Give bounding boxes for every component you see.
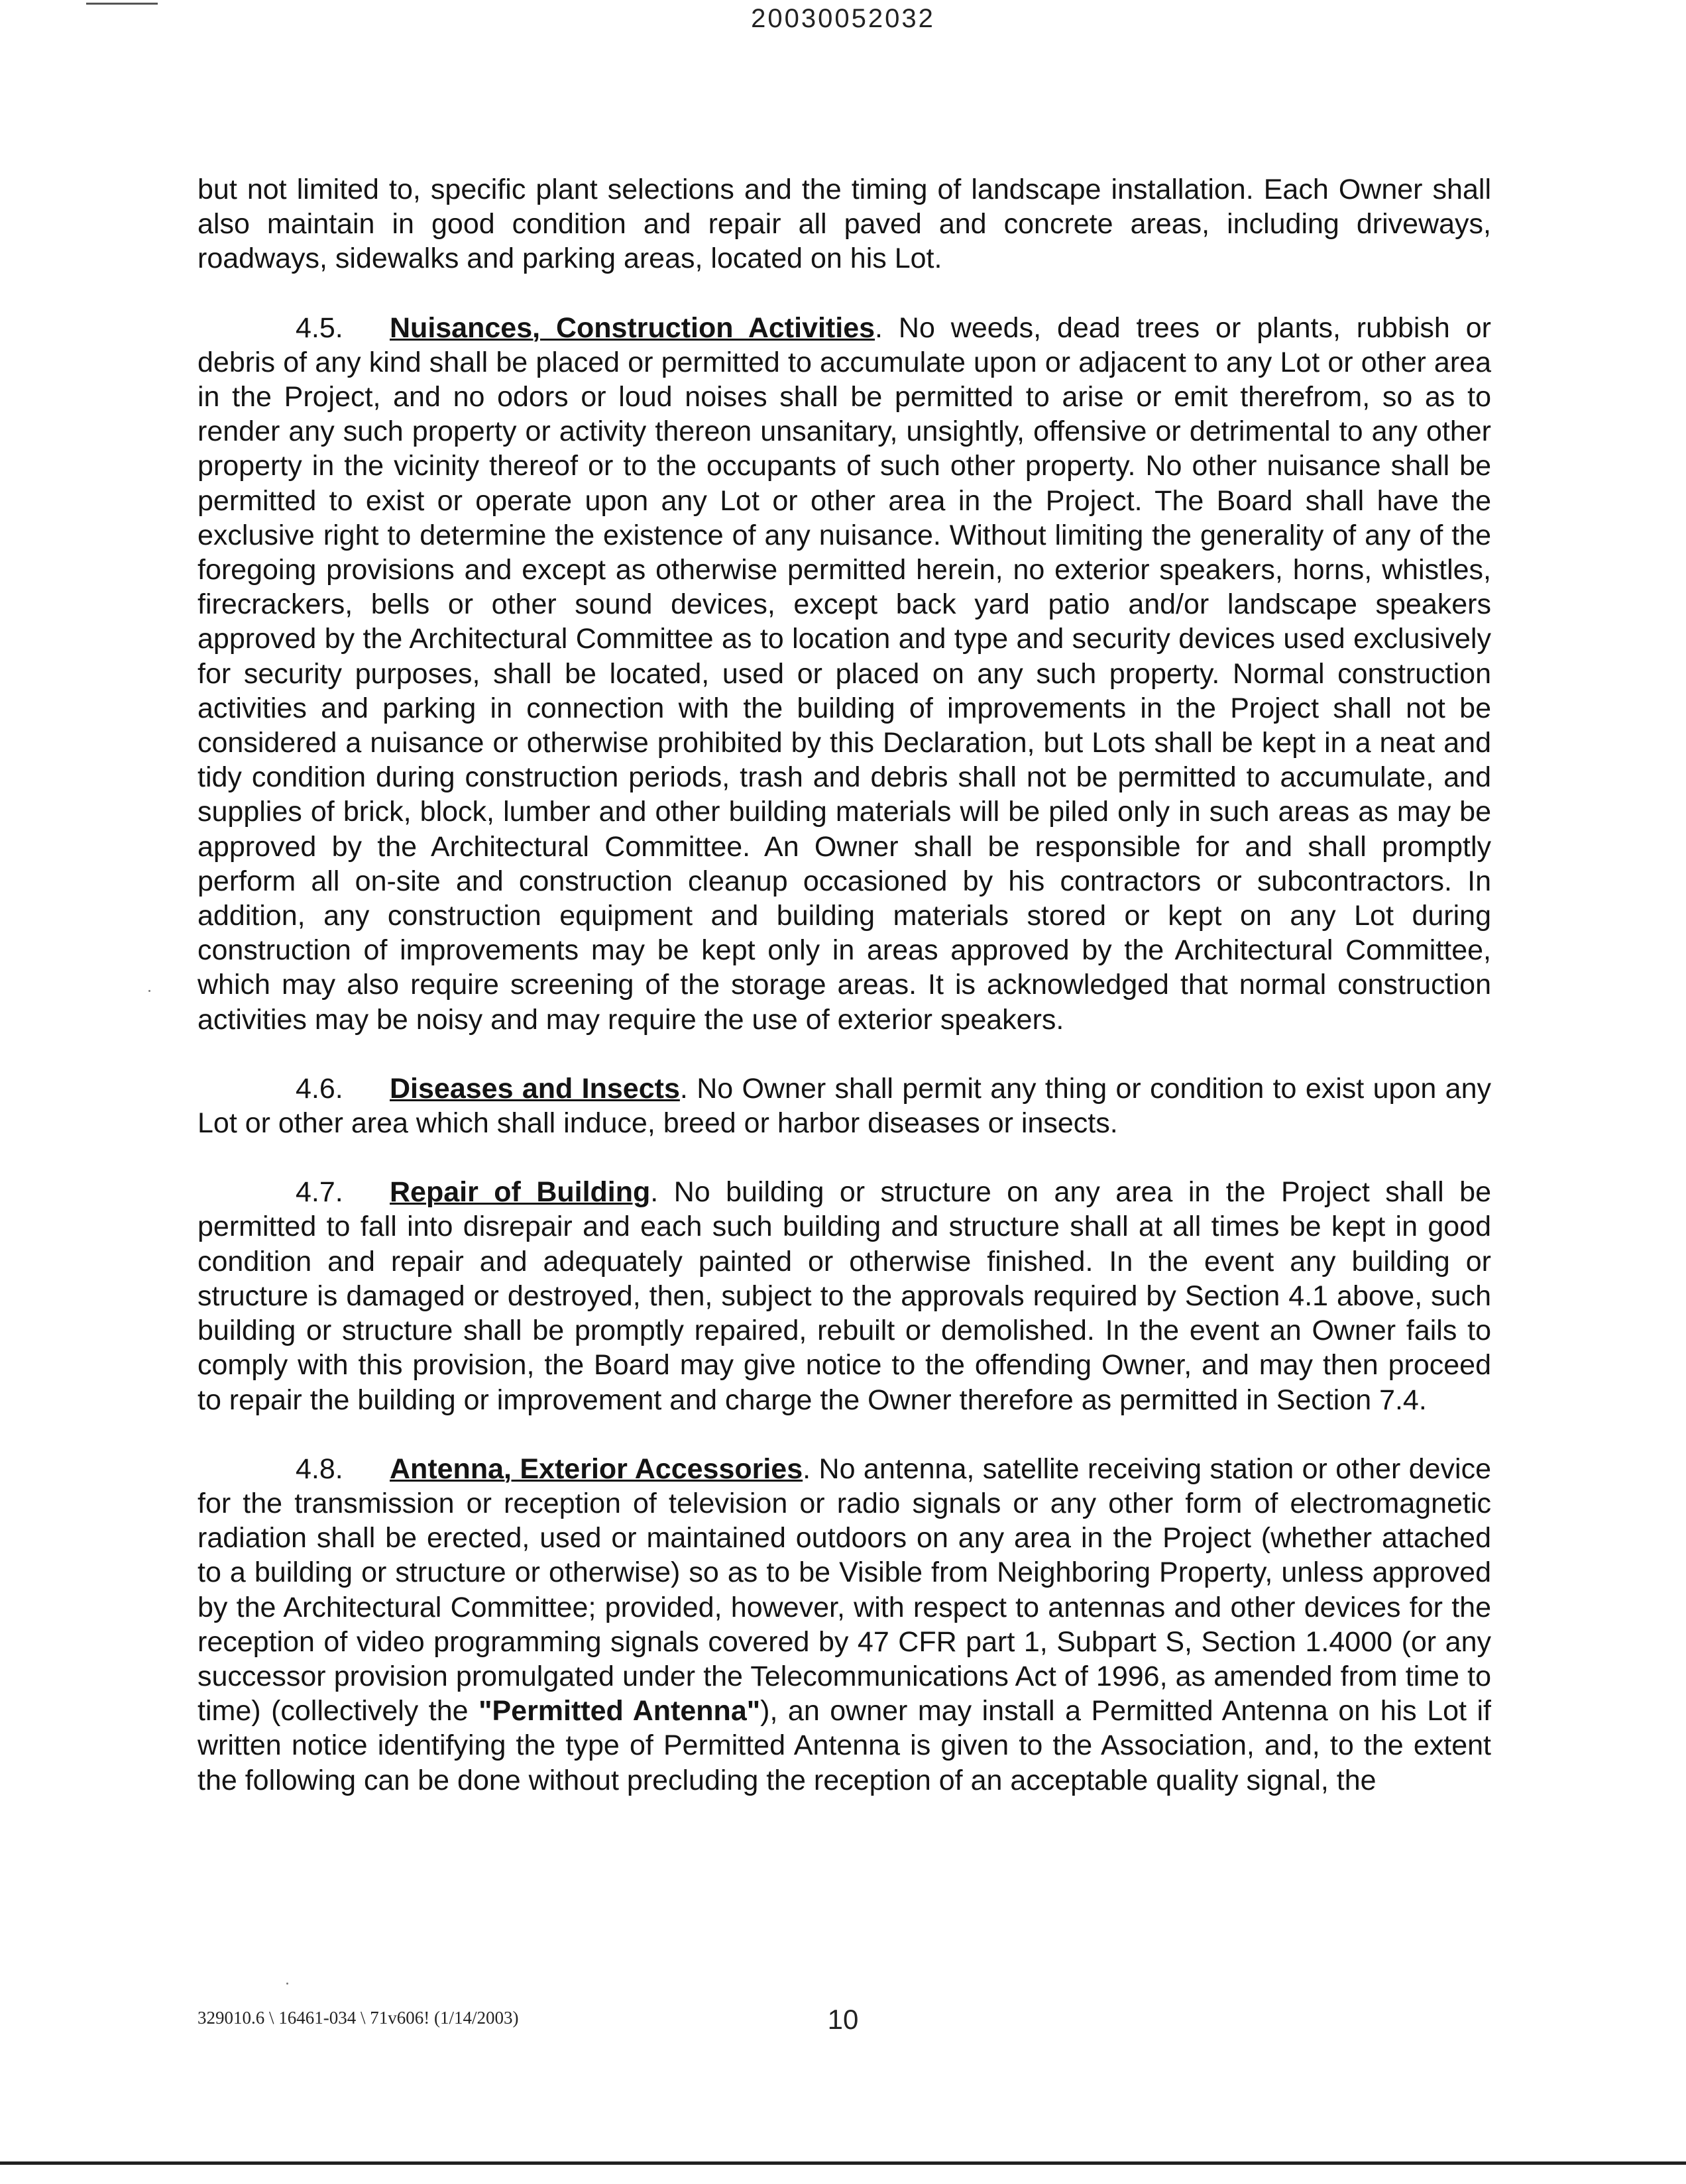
section-4-6 bbox=[197, 1071, 1491, 1140]
section-4-8 bbox=[197, 1452, 1491, 1798]
section-text: . No building or structure on any area in the Project shall be permitted to fall into disrepair and each such building and structure shall at all times be kept in good condition and repair and adequately painted or otherwise finished. In the event any building or structure is damaged or destroyed, then, subject to the approvals required by Section 4.1 above, such building or structure shall be promptly repaired, rebuilt or demolished. In the event an Owner fails to comply with this provision, the Board may give notice to the offending Owner, and may then proceed to repair the building or improvement and charge the Owner therefore as permitted in Section 7.4. bbox=[197, 1176, 1491, 1416]
section-number: 4.7. bbox=[296, 1176, 343, 1209]
section-heading: Nuisances, Construction Activities bbox=[390, 311, 875, 344]
document-body bbox=[197, 172, 1491, 1832]
intro-paragraph: but not limited to, specific plant selections and the timing of landscape installation. Each Owner shall also maintain in good condition and repair all paved and concrete areas, including driveways, roadways, sidewalks and parking areas, located on his Lot. bbox=[197, 174, 1491, 275]
section-heading: Repair of Building bbox=[390, 1176, 651, 1209]
section-text-continued: ), an owner may install a Permitted Antenna on his Lot if written notice identifying the type of Permitted Antenna is given to the Association, and, to the extent the following can be done without precluding the reception of an acceptable quality signal, the bbox=[197, 1695, 1491, 1796]
footer-reference: 329010.6 \ 16461-034 \ 71v606! (1/14/2003) bbox=[197, 2008, 519, 2028]
document-number: 20030052032 bbox=[751, 4, 935, 33]
section-number: 4.6. bbox=[296, 1072, 343, 1105]
defined-term: "Permitted Antenna" bbox=[478, 1695, 761, 1727]
section-number: 4.5. bbox=[296, 311, 343, 344]
bottom-scan-rule bbox=[0, 2161, 1686, 2165]
page-number: 10 bbox=[827, 2004, 859, 2035]
scan-speck bbox=[286, 1983, 288, 1985]
scan-speck bbox=[148, 990, 150, 992]
section-4-7 bbox=[197, 1175, 1491, 1417]
section-heading: Diseases and Insects bbox=[390, 1072, 680, 1105]
section-text: . No Owner shall permit any thing or condition to exist upon any Lot or other area which shall induce, breed or harbor diseases or insects. bbox=[197, 1072, 1491, 1140]
section-heading: Antenna, Exterior Accessories bbox=[390, 1452, 803, 1485]
section-text: . No antenna, satellite receiving station or other device for the transmission or reception of television or radio signals or any other form of electromagnetic radiation shall be erected, used or maintained outdoors on any area in the Project (whether attached to a building or structure or otherwise) so as to be Visible from Neighboring Property, unless approved by the Architectural Committee; provided, however, with respect to antennas and other devices for the reception of video programming signals covered by 47 CFR part 1, Subpart S, Section 1.4000 (or any successor provision promulgated under the Telecommunications Act of 1996, as amended from time to time) (collectively the bbox=[197, 1452, 1492, 1727]
section-4-5 bbox=[197, 311, 1491, 1037]
section-number: 4.8. bbox=[296, 1452, 343, 1485]
section-text: . No weeds, dead trees or plants, rubbish or debris of any kind shall be placed or permitted to accumulate upon or adjacent to any Lot or other area in the Project, and no odors or loud noises shall be permitted to arise or emit therefrom, so as to render any such property or activity thereon unsanitary, unsightly, offensive or detrimental to any other property in the vicinity thereof or to the occupants of such other property. No other nuisance shall be permitted to exist or operate upon any Lot or other area in the Project. The Board shall have the exclusive right to determine the existence of any nuisance. Without limiting the generality of any of the foregoing provisions and except as otherwise permitted herein, no exterior speakers, horns, whistles, firecrackers, bells or other sound devices, except back yard patio and/or landscape speakers approved by the Architectural Committee as to location and type and security devices used exclusively for security purposes, shall be located, used or placed on any such property. Normal construction activities and parking in connection with the building of improvements in the Project shall not be considered a nuisance or otherwise prohibited by this Declaration, but Lots shall be kept in a neat and tidy condition during construction periods, trash and debris shall not be permitted to accumulate, and supplies of brick, block, lumber and other building materials will be piled only in such areas as may be approved by the Architectural Committee. An Owner shall be responsible for and shall promptly perform all on-site and construction cleanup occasioned by his contractors or subcontractors. In addition, any construction equipment and building materials stored or kept on any Lot during construction of improvements may be kept only in areas approved by the Architectural Committee, which may also require screening of the storage areas. It is acknowledged that normal construction activities may be noisy and may require the use of exterior speakers. bbox=[197, 311, 1491, 1036]
